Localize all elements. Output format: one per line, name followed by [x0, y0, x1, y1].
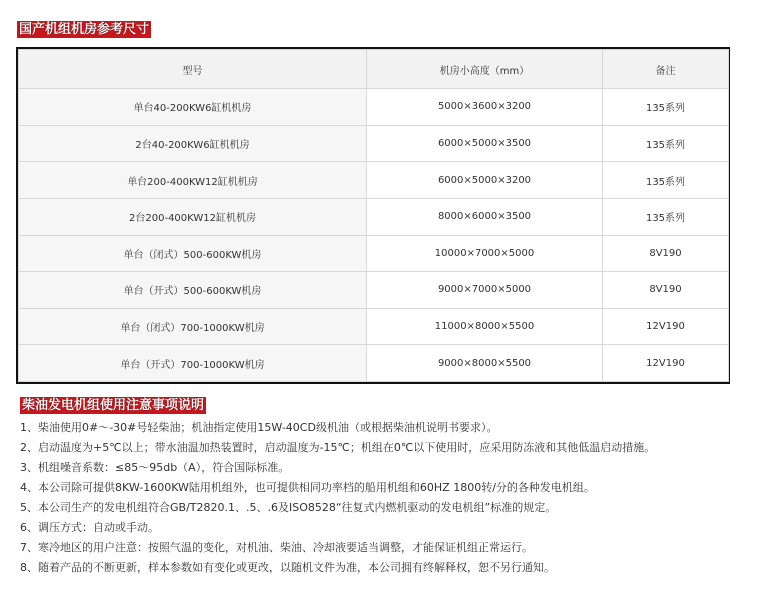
list-item: 5、本公司生产的发电机组符合GB/T2820.1、.5、.6及ISO8528“往复式内燃机驱动的发电机组”标准的规定。 — [20, 501, 557, 514]
cell-remark: 12V190 — [603, 308, 729, 345]
table-row — [19, 345, 729, 382]
list-item: 4、本公司除可提供8KW-1600KW陆用机组外，也可提供相同功率档的船用机组和60HZ 1800转/分的各种发电机组。 — [20, 481, 595, 494]
cell-model: 2台200-400KW12缸机机房 — [19, 198, 367, 235]
cell-model: 2台40-200KW6缸机机房 — [19, 125, 367, 162]
table-row — [19, 308, 729, 345]
room-size-table-frame — [16, 47, 730, 384]
cell-remark: 135系列 — [603, 89, 729, 126]
cell-model: 单台40-200KW6缸机机房 — [19, 89, 367, 126]
usage-notes-list — [20, 418, 760, 578]
cell-dimensions: 11000×8000×5500 — [367, 308, 603, 345]
cell-remark: 8V190 — [603, 272, 729, 309]
table-row — [19, 125, 729, 162]
list-item: 1、柴油使用0#～-30#号轻柴油；机油指定使用15W-40CD级机油（或根据柴油机说明书要求）。 — [20, 421, 498, 434]
cell-dimensions: 6000×5000×3500 — [367, 125, 603, 162]
cell-model: 单台（开式）500-600KW机房 — [19, 272, 367, 309]
header-remarks: 备注 — [603, 50, 729, 89]
cell-model: 单台200-400KW12缸机机房 — [19, 162, 367, 199]
table-row — [19, 89, 729, 126]
list-item: 8、随着产品的不断更新，样本参数如有变化或更改，以随机文件为准，本公司拥有终解释权，恕不另行通知。 — [20, 561, 555, 574]
cell-remark: 8V190 — [603, 235, 729, 272]
list-item: 7、寒冷地区的用户注意：按照气温的变化，对机油、柴油、冷却液要适当调整，才能保证机组正常运行。 — [20, 541, 533, 554]
cell-remark: 12V190 — [603, 345, 729, 382]
table-row — [19, 162, 729, 199]
cell-dimensions: 9000×7000×5000 — [367, 272, 603, 309]
table-row — [19, 272, 729, 309]
cell-remark: 135系列 — [603, 162, 729, 199]
header-model: 型号 — [19, 50, 367, 89]
cell-dimensions: 6000×5000×3200 — [367, 162, 603, 199]
cell-dimensions: 10000×7000×5000 — [367, 235, 603, 272]
section-title-room-size: 国产机组机房参考尺寸 — [19, 22, 150, 37]
header-room-height: 机房小高度（mm） — [367, 50, 603, 89]
section-title-usage-notes: 柴油发电机组使用注意事项说明 — [22, 398, 205, 413]
cell-remark: 135系列 — [603, 125, 729, 162]
cell-remark: 135系列 — [603, 198, 729, 235]
table-header-row — [19, 50, 729, 89]
list-item: 2、启动温度为+5℃以上；带水油温加热装置时，启动温度为-15℃；机组在0℃以下使用时，应采用防冻液和其他低温启动措施。 — [20, 441, 656, 454]
list-item: 6、调压方式：自动或手动。 — [20, 521, 159, 534]
room-size-table — [18, 49, 729, 382]
cell-dimensions: 5000×3600×3200 — [367, 89, 603, 126]
cell-model: 单台（闭式）700-1000KW机房 — [19, 308, 367, 345]
cell-model: 单台（开式）700-1000KW机房 — [19, 345, 367, 382]
list-item: 3、机组噪音系数：≤85～95db（A），符合国际标准。 — [20, 461, 290, 474]
cell-model: 单台（闭式）500-600KW机房 — [19, 235, 367, 272]
cell-dimensions: 8000×6000×3500 — [367, 198, 603, 235]
cell-dimensions: 9000×8000×5500 — [367, 345, 603, 382]
table-row — [19, 235, 729, 272]
table-row — [19, 198, 729, 235]
